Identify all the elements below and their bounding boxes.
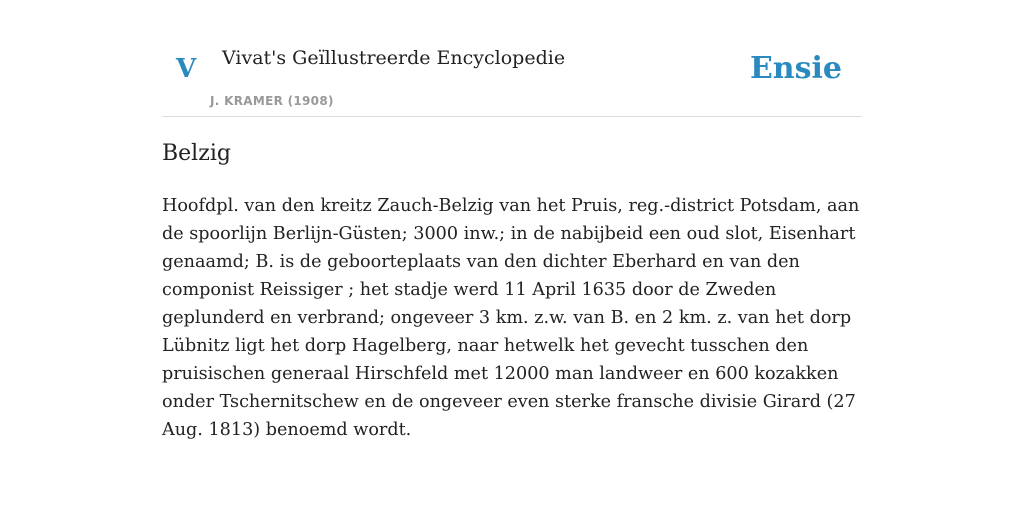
brand-logo-link[interactable]: Ensie — [749, 51, 842, 86]
page-container — [162, 0, 862, 440]
book-author: J. KRAMER (1908) — [210, 94, 334, 108]
book-title-link[interactable]: Vivat's Geïllustreerde Encyclopedie — [222, 47, 566, 69]
book-logo[interactable]: V — [176, 54, 197, 84]
entry-title: Belzig — [162, 141, 231, 166]
book-header — [162, 0, 862, 117]
entry-body: Hoofdpl. van den kreitz Zauch-Belzig van het Pruis, reg.-district Potsdam, aan de spoorlijn Berlijn-Güsten; 3000 inw.; in de nabijbeid een oud slot, Eisenhart genaamd; B. is de geboorteplaats van den dichter Eberhard en van den componist Reissiger ; het stadje werd 11 April 1635 door de Zweden geplunderd en verbrand; ongeveer 3 km. z.w. van B. en 2 km. z. van het dorp Lübnitz ligt het dorp Hagelberg, naar hetwelk het gevecht tusschen den pruisischen generaal Hirschfeld met 12000 man landweer en 600 kozakken onder Tschernitschew en de ongeveer even sterke fransche divisie Girard (27 Aug. 1813) benoemd wordt. — [162, 196, 860, 440]
